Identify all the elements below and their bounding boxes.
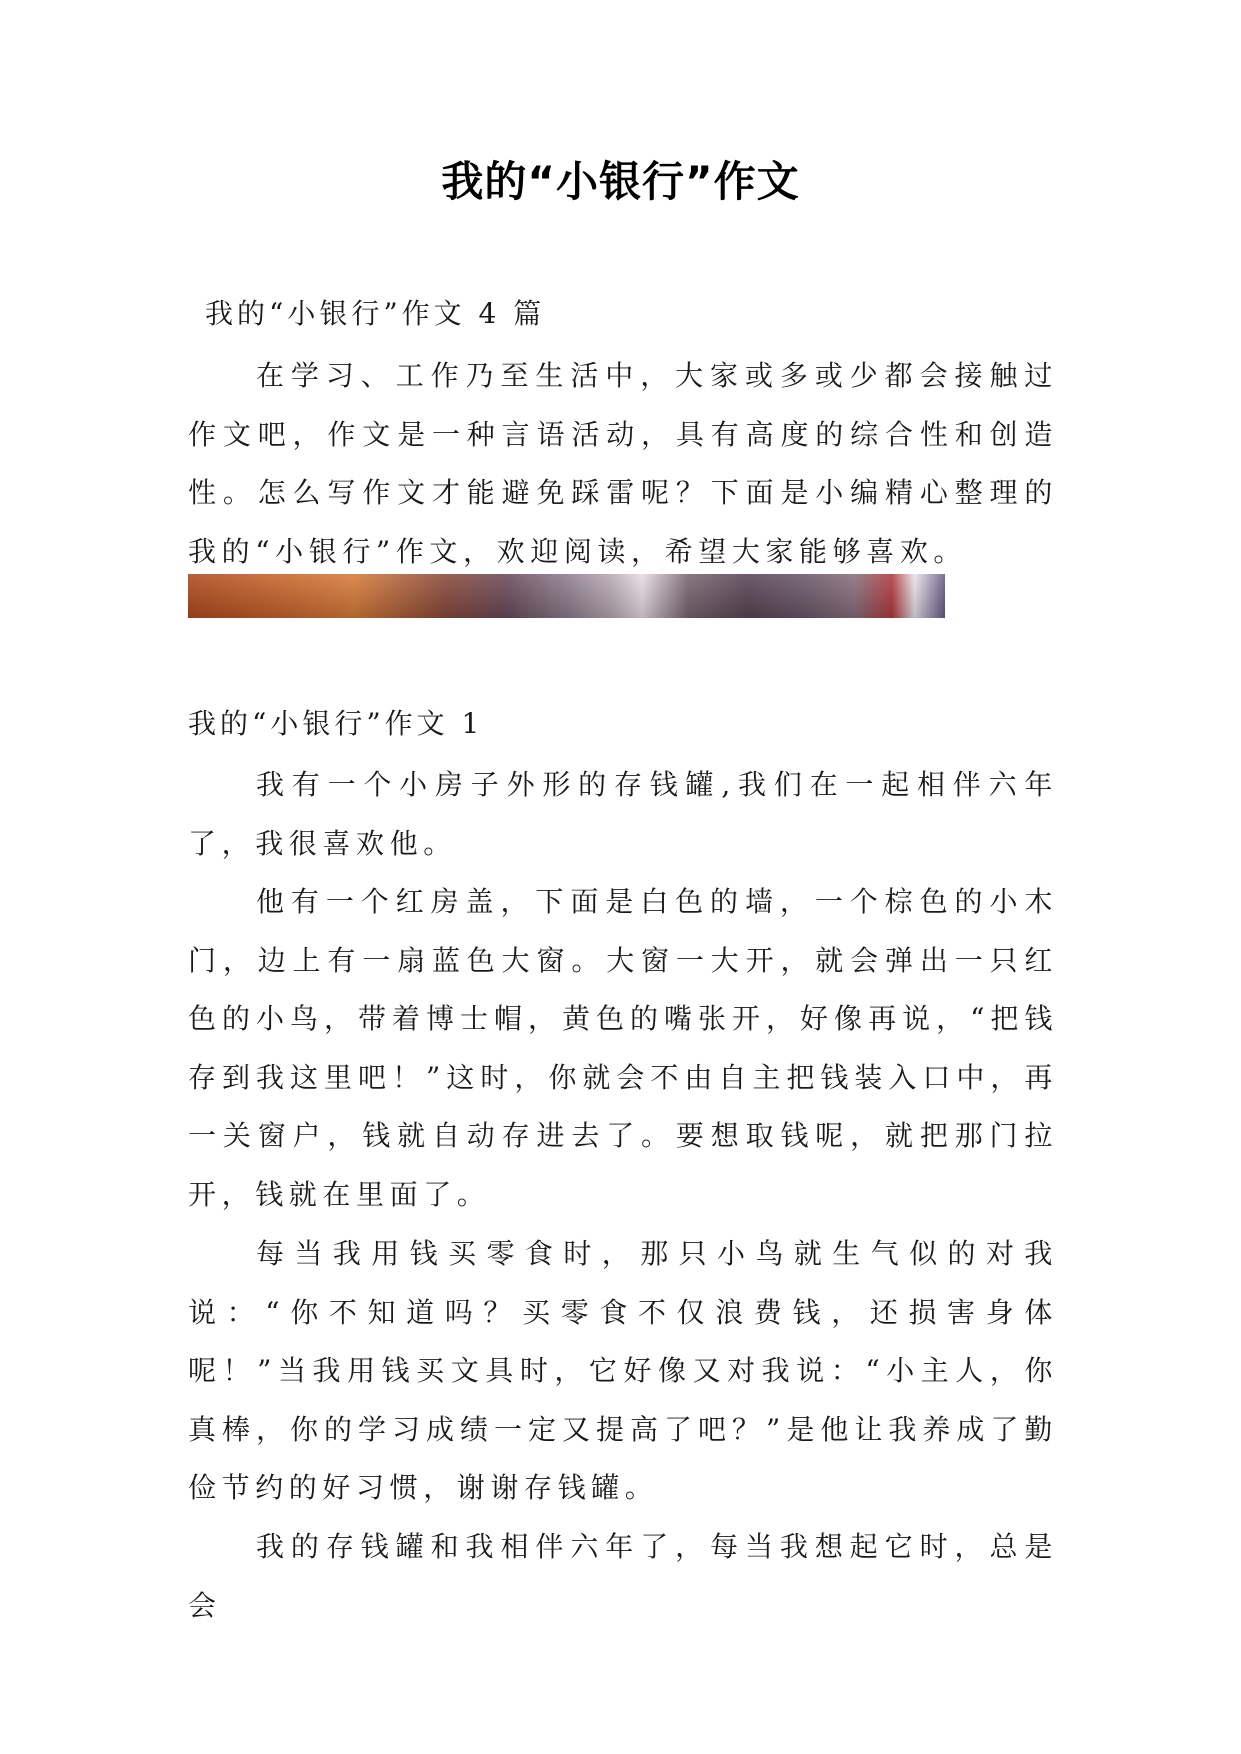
intro-paragraph: 在学习、工作乃至生活中，大家或多或少都会接触过作文吧，作文是一种言语活动，具有高度的综合性和创造性。怎么写作文才能避免踩雷呢？下面是小编精心整理的我的“小银行”作文，欢迎阅读，希望大家能够喜欢。: [188, 359, 1058, 568]
body-paragraph: 他有一个红房盖，下面是白色的墙，一个棕色的小木门，边上有一扇蓝色大窗。大窗一大开，就会弹出一只红色的小鸟，带着博士帽，黄色的嘴张开，好像再说，“把钱存到我这里吧！”这时，你就会不由自主把钱装入口中，再一关窗户，钱就自动存进去了。要想取钱呢，就把那门拉开，钱就在里面了。: [188, 885, 1058, 1211]
body-paragraph: 我的存钱罐和我相伴六年了，每当我想起它时，总是会: [188, 1530, 1058, 1622]
banner-image: [188, 574, 945, 618]
body-paragraph: 每当我用钱买零食时，那只小鸟就生气似的对我说：“你不知道吗？买零食不仅浪费钱，还损害身体呢！”当我用钱买文具时，它好像又对我说：“小主人，你真棒，你的学习成绩一定又提高了吧？”是他让我养成了勤俭节约的好习惯，谢谢存钱罐。: [188, 1237, 1058, 1505]
body-paragraph: 我有一个小房子外形的存钱罐,我们在一起相伴六年了，我很喜欢他。: [188, 768, 1058, 860]
banner-shade: [188, 574, 945, 618]
document-title: 我的“小银行”作文: [441, 157, 800, 206]
section-heading: 我的“小银行”作文 1: [188, 707, 484, 740]
document-subtitle: 我的“小银行”作文 4 篇: [205, 297, 546, 330]
